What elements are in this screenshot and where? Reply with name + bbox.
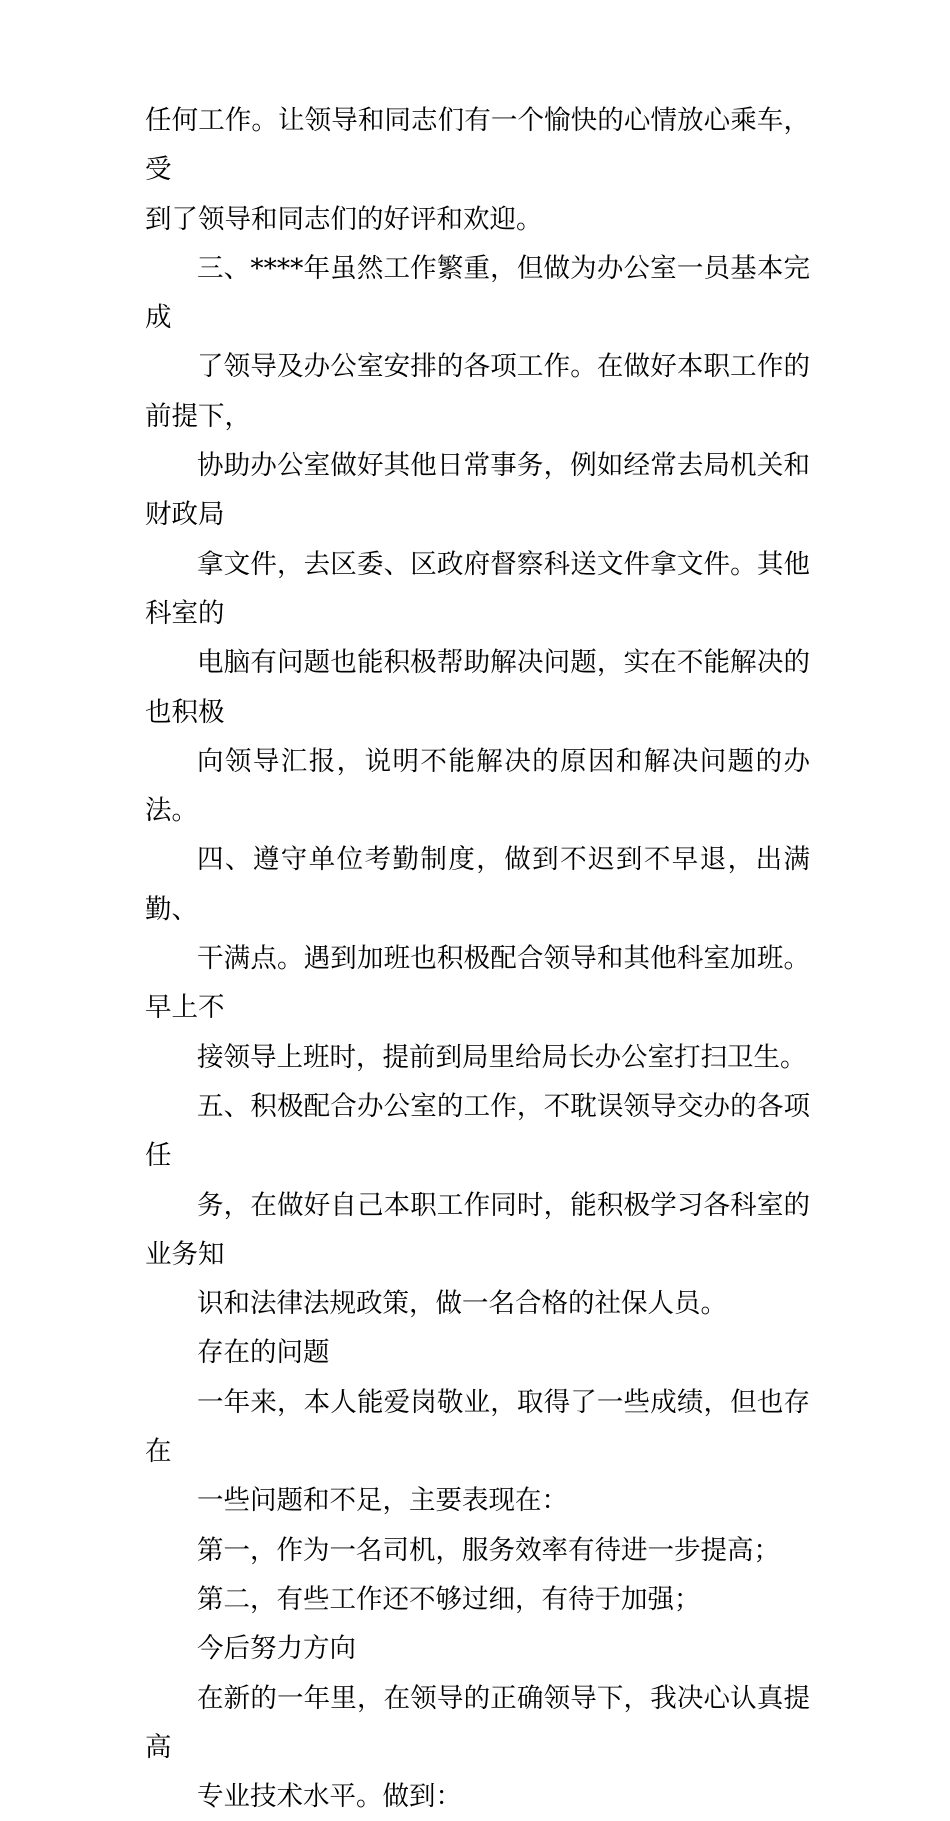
- text-line: 识和法律法规政策，做一名合格的社保人员。: [145, 1279, 810, 1328]
- text-line: 任何工作。让领导和同志们有一个愉快的心情放心乘车，受: [145, 96, 810, 195]
- section-heading-future: [145, 1624, 810, 1673]
- paragraph-problem-two: [145, 1575, 810, 1624]
- paragraph-problems-intro: [145, 1378, 810, 1526]
- text-line: 一年来，本人能爱岗敬业，取得了一些成绩，但也存在: [145, 1378, 810, 1477]
- text-line: 干满点。遇到加班也积极配合领导和其他科室加班。早上不: [145, 934, 810, 1033]
- text-line: 一些问题和不足，主要表现在：: [145, 1476, 810, 1525]
- text-line: 接领导上班时，提前到局里给局长办公室打扫卫生。: [145, 1033, 810, 1082]
- paragraph-future-plan: [145, 1674, 810, 1821]
- paragraph-service-praise: [145, 96, 810, 244]
- text-line: 拿文件，去区委、区政府督察科送文件拿文件。其他科室的: [145, 540, 810, 639]
- document-page: [145, 96, 810, 1821]
- section-heading-problems: [145, 1328, 810, 1377]
- text-line: 五、积极配合办公室的工作，不耽误领导交办的各项任: [145, 1082, 810, 1181]
- text-line: 三、****年虽然工作繁重，但做为办公室一员基本完成: [145, 244, 810, 343]
- paragraph-item-four: [145, 835, 810, 1081]
- text-line: 第一，作为一名司机，服务效率有待进一步提高；: [145, 1526, 810, 1575]
- text-line: 四、遵守单位考勤制度，做到不迟到不早退，出满勤、: [145, 835, 810, 934]
- text-line: 在新的一年里，在领导的正确领导下，我决心认真提高: [145, 1674, 810, 1773]
- paragraph-item-five: [145, 1082, 810, 1328]
- text-line: 到了领导和同志们的好评和欢迎。: [145, 195, 810, 244]
- text-line: 今后努力方向: [145, 1624, 810, 1673]
- paragraph-item-three: [145, 244, 810, 836]
- text-line: 存在的问题: [145, 1328, 810, 1377]
- text-line: 向领导汇报，说明不能解决的原因和解决问题的办法。: [145, 737, 810, 836]
- text-line: 了领导及办公室安排的各项工作。在做好本职工作的前提下，: [145, 342, 810, 441]
- paragraph-problem-one: [145, 1526, 810, 1575]
- text-line: 第二，有些工作还不够过细，有待于加强；: [145, 1575, 810, 1624]
- text-line: 专业技术水平。做到：: [145, 1772, 810, 1821]
- text-line: 务，在做好自己本职工作同时，能积极学习各科室的业务知: [145, 1181, 810, 1280]
- text-line: 电脑有问题也能积极帮助解决问题，实在不能解决的也积极: [145, 638, 810, 737]
- text-line: 协助办公室做好其他日常事务，例如经常去局机关和财政局: [145, 441, 810, 540]
